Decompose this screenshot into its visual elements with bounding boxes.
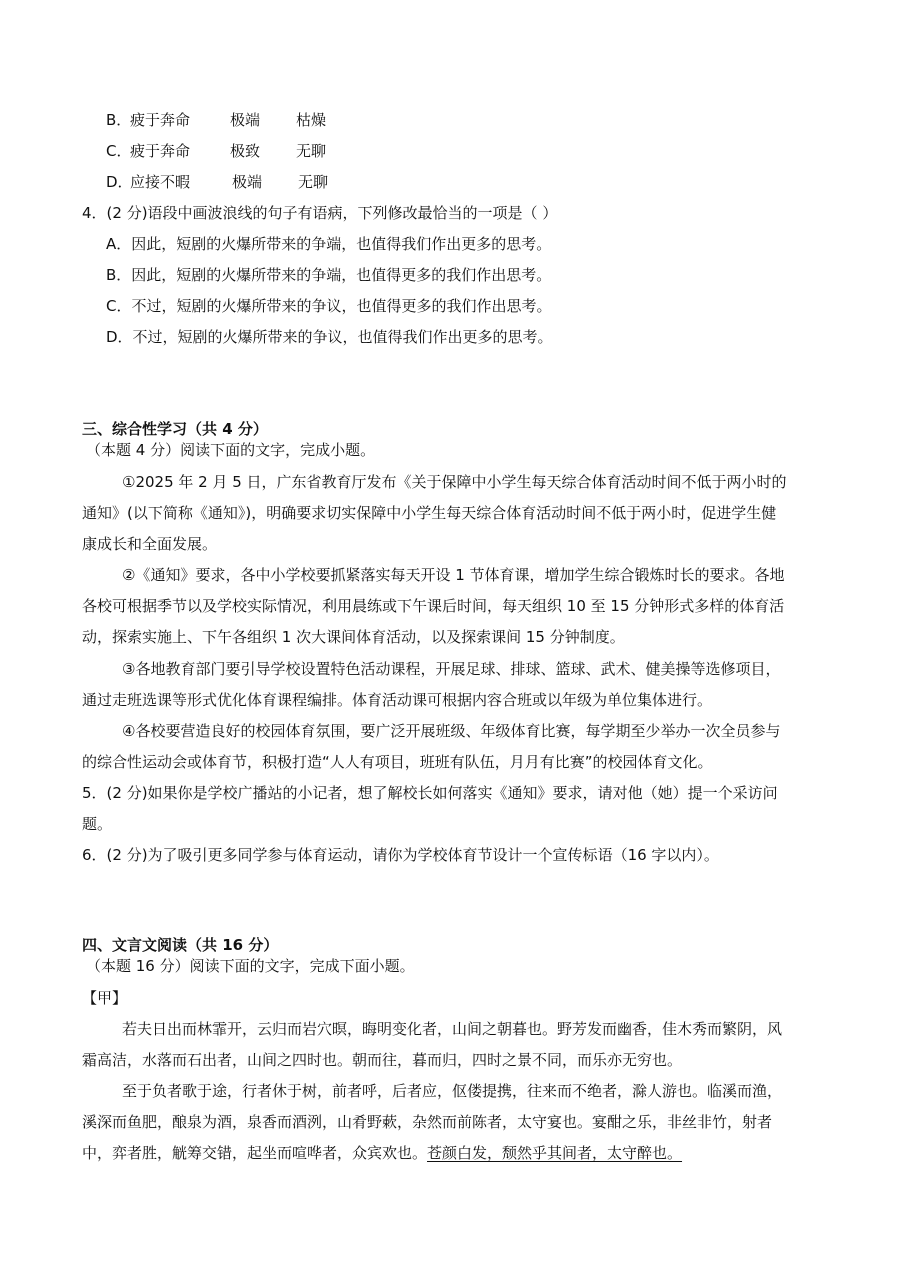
s3-para3-line1: ③各地教育部门要引导学校设置特色活动课程，开展足球、排球、篮球、武术、健美操等选修项目， xyxy=(122,660,781,678)
s4-para1-line2: 霜高洁，水落而石出者，山间之四时也。朝而往，暮而归，四时之景不同，而乐亦无穷也。 xyxy=(82,1051,683,1069)
s4-para2-line2: 溪深而鱼肥，酿泉为酒，泉香而酒洌，山肴野蔌，杂然而前陈者，太守宴也。宴酣之乐，非丝非竹，射者 xyxy=(82,1113,773,1131)
q4-option-a: A．因此，短剧的火爆所带来的争端，也值得我们作出更多的思考。 xyxy=(106,235,552,253)
s3-para1-line3: 康成长和全面发展。 xyxy=(82,535,218,553)
s3-para1-line1: ①2025 年 2 月 5 日，广东省教育厅发布《关于保障中小学生每天综合体育活动时间不低于两小时的 xyxy=(122,473,787,491)
section4-intro: （本题 16 分）阅读下面的文字，完成下面小题。 xyxy=(86,957,415,975)
q3-option-b xyxy=(106,110,326,130)
s3-para2-line1: ②《通知》要求，各中小学校要抓紧落实每天开设 1 节体育课，增加学生综合锻炼时长的要求。各地 xyxy=(122,566,785,584)
s3-para2-line2: 各校可根据季节以及学校实际情况，利用晨练或下午课后时间，每天组织 10 至 15 分钟形式多样的体育活 xyxy=(82,597,785,615)
section3-intro: （本题 4 分）阅读下面的文字，完成小题。 xyxy=(86,441,376,459)
option-word-1: 应接不暇 xyxy=(130,173,191,191)
option-letter: C． xyxy=(106,142,132,160)
s4-para2-line3 xyxy=(82,1143,682,1163)
option-word-1: 疲于奔命 xyxy=(130,142,191,160)
q4-option-d: D．不过，短剧的火爆所带来的争议，也值得我们作出更多的思考。 xyxy=(106,328,553,346)
s3-para4-line1: ④各校要营造良好的校园体育氛围，要广泛开展班级、年级体育比赛，每学期至少举办一次全员参与 xyxy=(122,722,781,740)
section4-heading: 四、文言文阅读（共 16 分） xyxy=(82,936,279,954)
s4-para2-line3-plain: 中，弈者胜，觥筹交错，起坐而喧哗者，众宾欢也。 xyxy=(82,1144,428,1162)
option-word-3: 无聊 xyxy=(298,173,329,191)
option-word-3: 无聊 xyxy=(296,142,327,160)
q6-stem: 6．(2 分)为了吸引更多同学参与体育运动，请你为学校体育节设计一个宣传标语（16 字以内）。 xyxy=(82,846,719,864)
s3-para4-line2: 的综合性运动会或体育节，积极打造“人人有项目，班班有队伍，月月有比赛”的校园体育文化。 xyxy=(82,753,713,771)
option-word-2: 极端 xyxy=(232,173,263,191)
q5-line2: 题。 xyxy=(82,815,113,833)
underlined-sentence: 苍颜白发，颓然乎其间者，太守醉也。 xyxy=(427,1144,683,1162)
option-word-1: 疲于奔命 xyxy=(130,111,191,129)
section3-heading: 三、综合性学习（共 4 分） xyxy=(82,420,268,438)
option-word-2: 极致 xyxy=(230,142,261,160)
option-word-2: 极端 xyxy=(230,111,261,129)
option-letter: B． xyxy=(106,111,132,129)
q4-option-c: C．不过，短剧的火爆所带来的争议，也值得更多的我们作出思考。 xyxy=(106,297,552,315)
s4-para2-line1: 至于负者歌于途，行者休于树，前者呼，后者应，伛偻提携，往来而不绝者，滁人游也。临溪而渔， xyxy=(122,1082,783,1100)
q4-stem: 4．(2 分)语段中画波浪线的句子有语病，下列修改最恰当的一项是（ ） xyxy=(82,204,558,222)
option-letter: D． xyxy=(106,173,133,191)
q3-option-d xyxy=(106,172,328,192)
s3-para1-line2: 通知》(以下简称《通知》)，明确要求切实保障中小学生每天综合体育活动时间不低于两小时，促进学生健 xyxy=(82,504,777,522)
option-word-3: 枯燥 xyxy=(296,111,327,129)
s3-para2-line3: 动，探索实施上、下午各组织 1 次大课间体育活动，以及探索课间 15 分钟制度。 xyxy=(82,628,625,646)
s4-para1-line1: 若夫日出而林霏开，云归而岩穴暝，晦明变化者，山间之朝暮也。野芳发而幽香，佳木秀而繁阴，风 xyxy=(122,1020,783,1038)
s3-para3-line2: 通过走班选课等形式优化体育课程编排。体育活动课可根据内容合班或以年级为单位集体进行。 xyxy=(82,691,713,709)
q3-option-c xyxy=(106,141,326,161)
q5-line1: 5．(2 分)如果你是学校广播站的小记者，想了解校长如何落实《通知》要求，请对他（她）提一个采访问 xyxy=(82,784,778,802)
passage-label: 【甲】 xyxy=(82,989,128,1007)
q4-option-b: B．因此，短剧的火爆所带来的争端，也值得更多的我们作出思考。 xyxy=(106,266,552,284)
